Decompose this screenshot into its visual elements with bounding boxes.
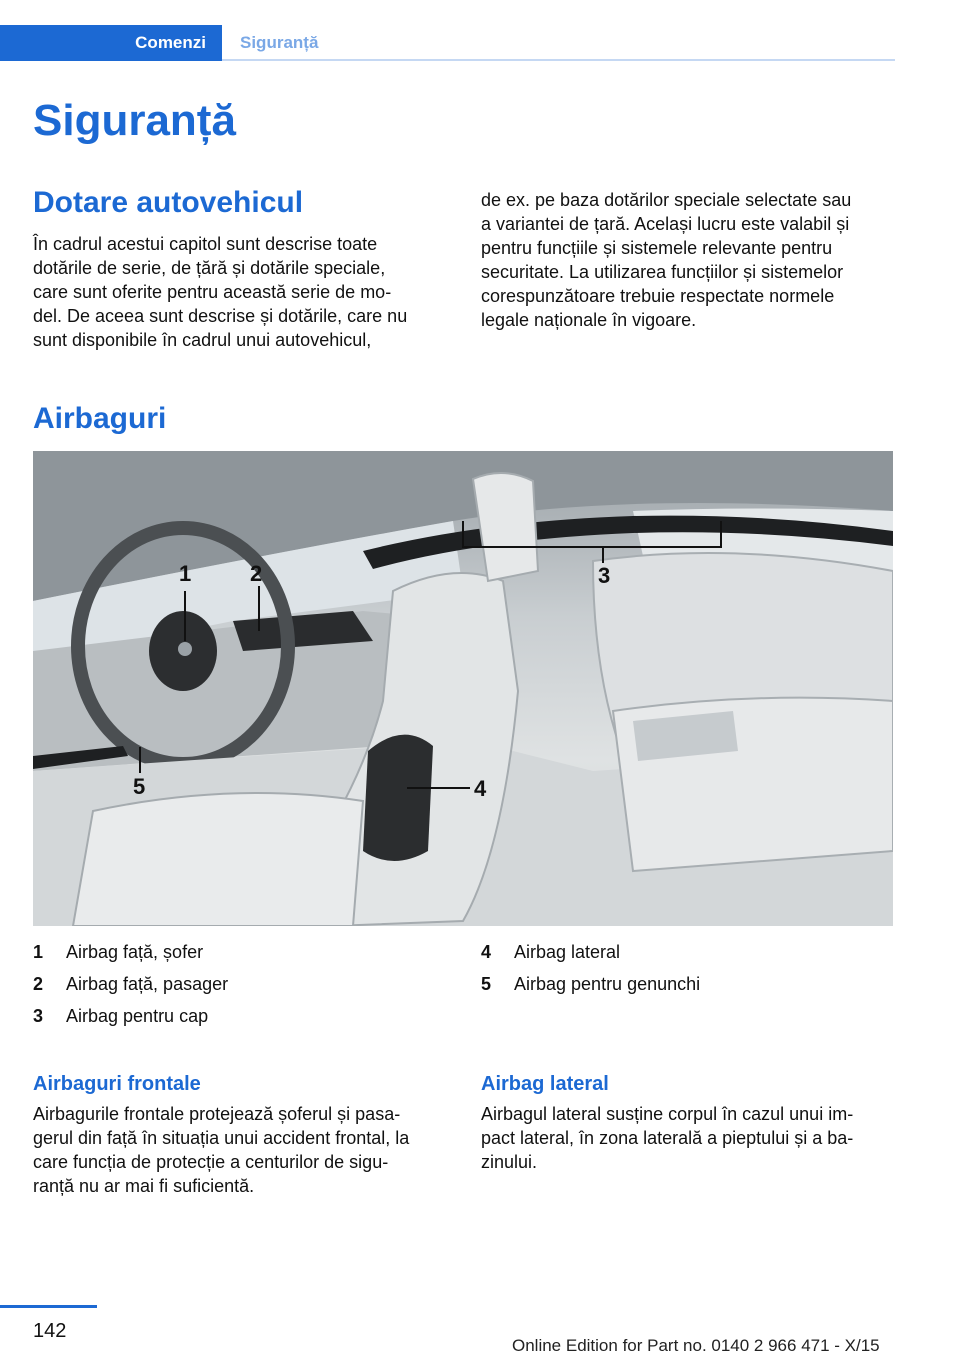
legend-label: Airbag lateral: [514, 942, 621, 962]
figure-legend-col2: [481, 936, 901, 1000]
dotare-text-col1: [33, 232, 453, 352]
text-line: de ex. pe baza dotărilor speciale selectate sau: [481, 190, 852, 210]
tab-siguranta[interactable]: Siguranță: [240, 33, 319, 52]
text-line: zinului.: [481, 1152, 538, 1172]
text-line: care funcția de protecție a centurilor de sigu‐: [33, 1152, 389, 1172]
lateral-text: [481, 1102, 911, 1174]
text-line: sunt disponibile în cadrul unui autovehicul,: [33, 330, 372, 350]
callout-number-3: 3: [598, 563, 611, 588]
text-line: gerul din față în situația unui accident frontal, la: [33, 1128, 410, 1148]
interior-illustration: [33, 451, 893, 926]
text-line: Airbagul lateral susține corpul în cazul unui im‐: [481, 1104, 854, 1124]
text-line: corespunzătoare trebuie respectate normele: [481, 286, 835, 306]
legend-number: 5: [481, 974, 492, 994]
legend-label: Airbag față, șofer: [66, 942, 204, 962]
legend-number: 4: [481, 942, 492, 962]
dotare-text-col2: [481, 188, 901, 332]
legend-label: Airbag pentru genunchi: [514, 974, 701, 994]
callout-number-2: 2: [250, 561, 263, 586]
text-line: pact lateral, în zona laterală a pieptului și a ba‐: [481, 1128, 854, 1148]
heading-airbaguri-frontale: Airbaguri frontale: [33, 1073, 201, 1095]
legend-label: Airbag pentru cap: [66, 1006, 209, 1026]
callout-number-1: 1: [179, 561, 192, 586]
car-interior-airbag-figure: [33, 451, 893, 926]
heading-airbaguri: Airbaguri: [33, 402, 167, 435]
figure-legend-col1: [33, 936, 453, 1032]
text-line: În cadrul acestui capitol sunt descrise toate: [33, 234, 378, 254]
page-title: Siguranță: [33, 96, 236, 145]
legend-item: [33, 968, 453, 1000]
frontale-text: [33, 1102, 463, 1198]
legend-item: [481, 968, 901, 1000]
legend-number: 2: [33, 974, 44, 994]
footer-accent-bar: [0, 1305, 97, 1308]
legend-label: Airbag față, pasager: [66, 974, 229, 994]
legend-number: 1: [33, 942, 44, 962]
legend-item: [481, 936, 901, 968]
text-line: dotările de serie, de țără și dotările speciale,: [33, 258, 386, 278]
legend-item: [33, 1000, 453, 1032]
text-line: care sunt oferite pentru această serie de mo‐: [33, 282, 392, 302]
heading-dotare-autovehicul: Dotare autovehicul: [33, 186, 304, 219]
text-line: Airbagurile frontale protejează șoferul și pasa‐: [33, 1104, 401, 1124]
text-line: ranță nu ar mai fi suficientă.: [33, 1176, 255, 1196]
legend-item: [33, 936, 453, 968]
text-line: legale naționale în vigoare.: [481, 310, 697, 330]
legend-number: 3: [33, 1006, 44, 1026]
text-line: del. De aceea sunt descrise și dotările, care nu: [33, 306, 408, 326]
tab-divider-line: [222, 59, 895, 61]
footer-edition-note: Online Edition for Part no. 0140 2 966 471 - X/15: [512, 1336, 880, 1355]
tab-comenzi[interactable]: Comenzi: [0, 25, 222, 61]
callout-number-4: 4: [474, 776, 487, 801]
text-line: pentru funcțiile și sistemele relevante pentru: [481, 238, 833, 258]
chapter-tabs: [0, 25, 895, 61]
text-line: a variantei de țară. Același lucru este valabil și: [481, 214, 850, 234]
page-number: 142: [33, 1320, 67, 1342]
callout-number-5: 5: [133, 774, 146, 799]
text-line: securitate. La utilizarea funcțiilor și sistemelor: [481, 262, 844, 282]
heading-airbag-lateral: Airbag lateral: [481, 1073, 609, 1095]
